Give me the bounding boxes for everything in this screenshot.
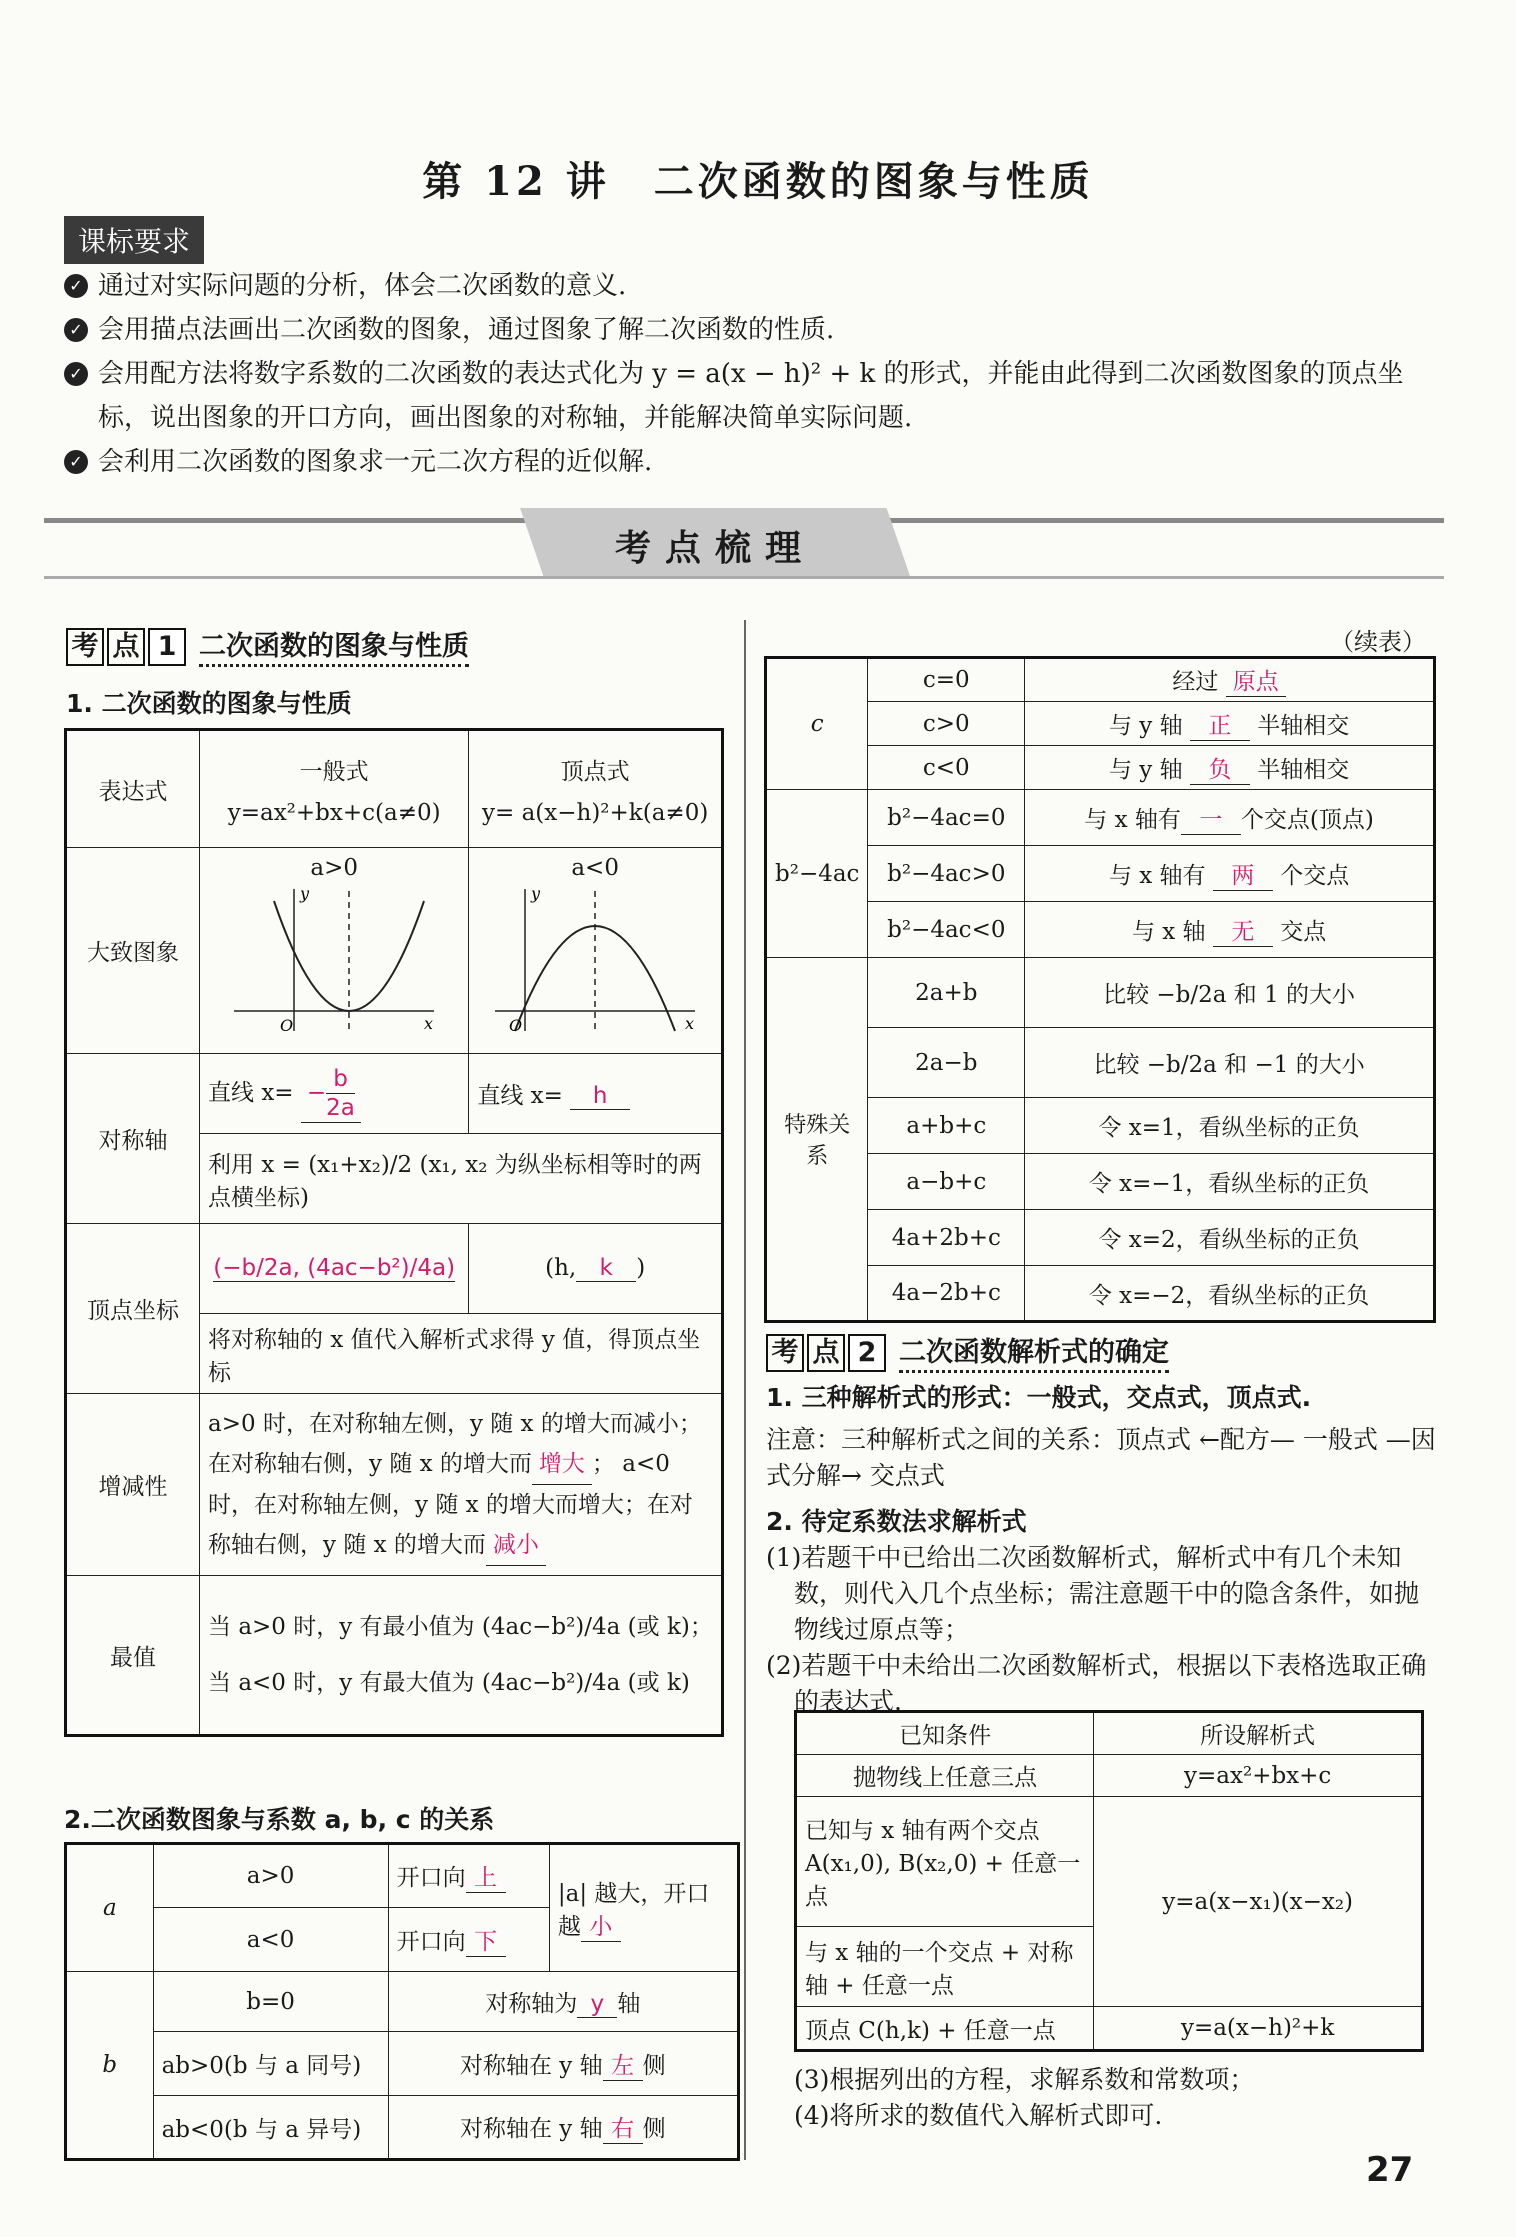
continued-label: （续表） [1330,628,1426,656]
row-header: 最值 [66,1576,200,1736]
kaodian-title: 二次函数解析式的确定 [899,1337,1169,1373]
answer-blank: (−b/2a, (4ac−b²)/4a) [213,1255,456,1281]
paragraph: (1)若题干中已给出二次函数解析式，解析式中有几个未知数，则代入几个点坐标；需注意题干中的隐含条件，如抛物线过原点等； [766,1543,1420,1644]
result-cell: 令 x=2，看纵坐标的正负 [1025,1210,1435,1266]
answer-blank: 左 [603,2047,643,2081]
condition-cell: a−b+c [868,1154,1025,1210]
banner-line-bottom [44,576,1444,579]
svg-text:x: x [424,1013,434,1033]
row-header: b [66,1972,154,2160]
answer-blank: 上 [466,1859,506,1893]
row-header: c [766,658,868,790]
requirement-item: ✓ 会利用二次函数的图象求一元二次方程的近似解. [64,440,1436,484]
svg-text:O: O [280,1015,294,1035]
properties-table [64,728,724,1737]
vertex-general-cell [200,1224,469,1314]
result-cell: 比较 −b/2a 和 1 的大小 [1025,958,1435,1028]
condition-cell: b²−4ac<0 [868,902,1025,958]
condition-cell: 2a+b [868,958,1025,1028]
section-banner: 考点梳理 [614,527,815,569]
vertex-note-cell: 将对称轴的 x 值代入解析式求得 y 值，得顶点坐标 [200,1314,723,1394]
result-cell: 令 x=−1，看纵坐标的正负 [1025,1154,1435,1210]
answer-blank: k [576,1255,636,1282]
svg-text:y: y [531,883,541,903]
paragraph: (2)若题干中未给出二次函数解析式，根据以下表格选取正确的表达式. [766,1651,1427,1716]
answer-blank: 两 [1213,857,1273,891]
kaodian-box: 点 [107,628,145,666]
requirement-item: ✓ 会用描点法画出二次函数的图象，通过图象了解二次函数的性质. [64,308,1436,352]
coefficient-table [64,1842,740,2161]
kaodian-number: 1 [148,628,186,666]
paragraph: 2. 待定系数法求解析式 [766,1507,1027,1536]
graph-cell-up: a>0 y x O [200,848,469,1054]
check-icon: ✓ [64,362,88,386]
condition-cell: a<0 [153,1908,388,1972]
kaodian-2-steps [794,2062,1434,2134]
answer-blank: 小 [581,1908,621,1942]
subheading-1: 1. 二次函数的图象与性质 [66,689,352,718]
axis-cell: 对称轴在 y 轴 左 侧 [388,2032,738,2096]
answer-blank: 原点 [1226,663,1286,697]
result-cell: 与 x 轴 无 交点 [1025,902,1435,958]
graph-cell-down: a<0 y x O [469,848,723,1054]
row-header: 特殊关系 [766,958,868,1322]
svg-text:O: O [509,1015,523,1035]
result-cell: 与 x 轴有 两 个交点 [1025,846,1435,902]
axis-vertex-cell: 直线 x= h [469,1054,723,1134]
svg-text:y: y [300,883,310,903]
condition-cell: 与 x 轴的一个交点 + 对称轴 + 任意一点 [796,1927,1094,2007]
formula-cell: y=ax²+bx+c [1094,1755,1423,1797]
answer-blank: 正 [1190,707,1250,741]
check-icon: ✓ [64,318,88,342]
axis-general-cell: 直线 x= − $\frac{b}{2a}$ [200,1054,469,1134]
kaodian-box: 点 [807,1334,845,1372]
axis-cell: 对称轴为 y 轴 [388,1972,738,2032]
requirements-list [64,264,1436,484]
check-icon: ✓ [64,450,88,474]
row-header: a [66,1844,154,1972]
continued-table [764,656,1436,1323]
paragraph: 1. 三种解析式的形式：一般式，交点式，顶点式. [766,1383,1312,1412]
axis-cell: 对称轴在 y 轴 右 侧 [388,2096,738,2160]
answer-blank: 减小 [486,1525,546,1566]
note: 注意：三种解析式之间的关系：顶点式 ←配方— 一般式 —因式分解→ 交点式 [766,1425,1436,1490]
result-cell: 经过 原点 [1025,658,1435,702]
row-header: 表达式 [66,730,200,848]
result-cell: 令 x=1，看纵坐标的正负 [1025,1098,1435,1154]
subheading-2: 2.二次函数图象与系数 a, b, c 的关系 [64,1805,495,1834]
kaodian-number: 2 [848,1334,886,1372]
row-header: 顶点坐标 [66,1224,200,1394]
answer-blank: 无 [1213,913,1273,947]
condition-cell: a+b+c [868,1098,1025,1154]
condition-cell: 2a−b [868,1028,1025,1098]
check-icon: ✓ [64,274,88,298]
parabola-down-icon [485,881,705,1041]
kaodian-1-heading [66,624,469,666]
condition-cell: c=0 [868,658,1025,702]
row-header: 对称轴 [66,1054,200,1224]
general-form-cell: 一般式 y=ax²+bx+c(a≠0) [200,730,469,848]
kaodian-box: 考 [66,628,104,666]
formula-cell: y=a(x−x₁)(x−x₂) [1094,1797,1423,2007]
result-cell: 与 y 轴 负 半轴相交 [1025,746,1435,790]
answer-blank: 右 [603,2110,643,2144]
condition-cell: b²−4ac=0 [868,790,1025,846]
form-table [794,1710,1424,2052]
paragraph: (3)根据列出的方程，求解系数和常数项； [794,2065,1255,2094]
answer-blank: 一 [1181,801,1241,835]
extremum-cell: 当 a>0 时，y 有最小值为 (4ac−b²)/4a (或 k)； 当 a<0 时，y 有最大值为 (4ac−b²)/4a (或 k) [200,1576,723,1736]
condition-cell: c<0 [868,746,1025,790]
row-header: b²−4ac [766,790,868,958]
kaodian-title: 二次函数的图象与性质 [199,631,469,667]
kaodian-box: 考 [766,1334,804,1372]
kaodian-2-text [766,1380,1436,1720]
condition-cell: ab>0(b 与 a 同号) [153,2032,388,2096]
condition-cell: 抛物线上任意三点 [796,1755,1094,1797]
condition-cell: 顶点 C(h,k) + 任意一点 [796,2007,1094,2051]
condition-cell: b=0 [153,1972,388,2032]
answer-blank: y [577,1991,617,2018]
column-header: 已知条件 [796,1712,1094,1755]
answer-blank: 下 [466,1923,506,1957]
requirement-item: ✓ 通过对实际问题的分析，体会二次函数的意义. [64,264,1436,308]
column-header: 所设解析式 [1094,1712,1423,1755]
answer-blank: h [570,1083,630,1110]
answer-blank: 增大 [532,1444,592,1485]
kaodian-2-heading [766,1330,1169,1372]
page-title: 第 12 讲 二次函数的图象与性质 [422,158,1094,205]
condition-cell: c>0 [868,702,1025,746]
result-cell: 与 y 轴 正 半轴相交 [1025,702,1435,746]
svg-text:x: x [685,1013,695,1033]
condition-cell: 已知与 x 轴有两个交点 A(x₁,0), B(x₂,0) + 任意一点 [796,1797,1094,1927]
condition-cell: a>0 [153,1844,388,1908]
abs-note-cell: |a| 越大，开口越 小 [549,1844,738,1972]
condition-cell: 4a+2b+c [868,1210,1025,1266]
answer-blank: 负 [1190,751,1250,785]
requirements-tag: 课标要求 [64,216,204,264]
vertex-form-cell: 顶点式 y= a(x−h)²+k(a≠0) [469,730,723,848]
open-cell: 开口向 上 [388,1844,549,1908]
row-header: 大致图象 [66,848,200,1054]
column-divider [744,620,746,2160]
condition-cell: b²−4ac>0 [868,846,1025,902]
condition-cell: ab<0(b 与 a 异号) [153,2096,388,2160]
result-cell: 比较 −b/2a 和 −1 的大小 [1025,1028,1435,1098]
formula-cell: y=a(x−h)²+k [1094,2007,1423,2051]
row-header: 增减性 [66,1394,200,1576]
axis-note-cell: 利用 x = (x₁+x₂)/2 (x₁, x₂ 为纵坐标相等时的两点横坐标) [200,1134,723,1224]
result-cell: 与 x 轴有 一 个交点(顶点) [1025,790,1435,846]
answer-blank: − $\frac{b}{2a}$ [301,1065,361,1123]
open-cell: 开口向 下 [388,1908,549,1972]
result-cell: 令 x=−2，看纵坐标的正负 [1025,1266,1435,1322]
vertex-vertex-cell: (h, k ) [469,1224,723,1314]
parabola-up-icon [224,881,444,1041]
paragraph: (4)将所求的数值代入解析式即可. [794,2101,1163,2130]
page-number: 27 [1366,2150,1414,2190]
monotonicity-cell: a>0 时，在对称轴左侧，y 随 x 的增大而减小；在对称轴右侧，y 随 x 的增大而 增大 ； a<0 时，在对称轴左侧，y 随 x 的增大而增大；在对称轴右侧，y 随 x 的增大而 减小 [200,1394,723,1576]
condition-cell: 4a−2b+c [868,1266,1025,1322]
requirement-item: ✓ 会用配方法将数字系数的二次函数的表达式化为 y = a(x − h)² + k 的形式，并能由此得到二次函数图象的顶点坐标，说出图象的开口方向，画出图象的对称轴，并能解决简单实际问题. [64,352,1436,440]
